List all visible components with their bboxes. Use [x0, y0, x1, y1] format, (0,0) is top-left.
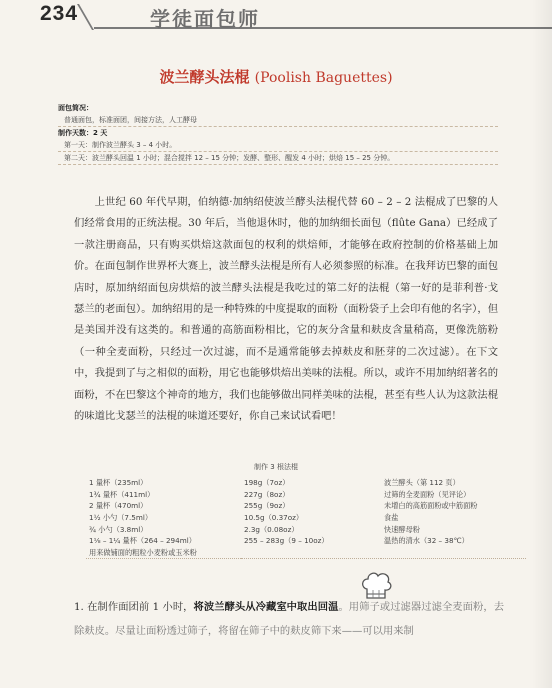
volume-cell: 1 量杯（235ml） — [86, 478, 241, 490]
weight-cell: 2.3g（0.08oz） — [241, 524, 381, 536]
table-row — [86, 524, 526, 536]
day1-text: 第一天：制作波兰酵头 3 – 4 小时。 — [58, 139, 498, 152]
weight-cell — [241, 547, 381, 559]
step-1-rest: 。用筛子或过滤器过滤全麦面粉，去除麸皮。尽量让面粉透过筛子，将留在筛子中的麸皮筛下来——可以用来制 — [74, 601, 504, 637]
ingredient-cell — [381, 547, 526, 559]
day2-text: 第二天：波兰酵头回温 1 小时；混合搅拌 12 – 15 分钟；发酵、整形、醒发 4 小时；烘焙 15 – 25 分钟。 — [58, 152, 498, 165]
volume-cell: 用来做铺面的粗粒小麦粉或玉米粉 — [86, 547, 241, 559]
volume-cell: 1½ 小勺（7.5ml） — [86, 512, 241, 524]
page-number: 234 — [40, 2, 79, 25]
overview-heading: 面包简况： — [58, 104, 93, 112]
page-header — [0, 0, 552, 30]
page-edge-shadow — [532, 0, 552, 688]
intro-paragraph: 上世纪 60 年代早期，伯纳德·加纳绍使波兰酵头法棍代替 60 – 2 – 2 法棍成了巴黎的人们经常食用的正统法棍。30 年后，当他退休时，他的加纳细长面包（flûte Gana）已经成了一款注册商品，只有购买烘焙这款面包的权利的烘焙师，才能够在政府控制的价格基础上加价。在面包制作世界杯大赛上，波兰酵头法棍是所有人必须参照的标准。在我拜访巴黎的面包店时，原加纳绍面包房烘焙的波兰酵头法棍是我吃过的第二好的法棍（第一好的是菲利普·戈瑟兰的老面包）。加纳绍用的是一种特殊的中度提取的面粉（面粉袋子上会印有他的名字），但是美国并没有这类的。和普通的高筋面粉相比，它的灰分含量和麸皮含量稍高，更像洗筋粉（一种全麦面粉，只经过一次过滤，而不是通常能够去掉麸皮和胚芽的二次过滤）。在下文中，我提到了与之相似的面粉，用它也能够烘焙出美味的法棍。所以，或许不用加纳绍著名的面粉，不在巴黎这个神奇的地方，我们也能够做出同样美味的法棍，甚至有些人认为这款法棍的味道比戈瑟兰的法棍的味道还要好，你自己来试试看吧！ — [74, 196, 498, 423]
weight-cell: 198g（7oz） — [241, 478, 381, 490]
volume-cell: 2 量杯（470ml） — [86, 501, 241, 513]
weight-cell: 10.5g（0.37oz） — [241, 512, 381, 524]
ingredients-title: 制作 3 根法棍 — [254, 463, 298, 471]
overview-text: 普通面包，标准面团，间接方法，人工酵母 — [58, 114, 498, 127]
volume-cell: 1¾ 量杯（411ml） — [86, 489, 241, 501]
recipe-title-cn: 波兰酵头法棍 — [159, 68, 255, 86]
table-row — [86, 489, 526, 501]
weight-cell: 255g（9oz） — [241, 501, 381, 513]
ingredient-cell: 温热的清水（32 – 38℃） — [381, 535, 526, 547]
ingredients-table — [86, 477, 526, 559]
ingredient-cell: 食盐 — [381, 512, 526, 524]
table-row — [86, 501, 526, 513]
weight-cell: 227g（8oz） — [241, 489, 381, 501]
table-row — [86, 512, 526, 524]
recipe-title — [0, 66, 552, 87]
ingredient-cell: 波兰酵头（第 112 页） — [381, 478, 526, 490]
table-row — [86, 547, 526, 559]
volume-cell: ¾ 小勺（3.8ml） — [86, 524, 241, 536]
volume-cell: 1⅛ – 1¼ 量杯（264 – 294ml） — [86, 535, 241, 547]
weight-cell: 255 – 283g（9 – 10oz） — [241, 535, 381, 547]
ingredient-cell: 未增白的高筋面粉或中筋面粉 — [381, 501, 526, 513]
ingredient-cell: 快速酵母粉 — [381, 524, 526, 536]
recipe-title-latin: (Poolish Baguettes) — [254, 70, 393, 86]
table-row — [86, 478, 526, 490]
recipe-info-box — [58, 102, 498, 165]
step-1-bold: 将波兰酵头从冷藏室中取出回温 — [193, 601, 339, 613]
days-heading: 制作天数：2 天 — [58, 129, 108, 137]
step-1 — [74, 595, 504, 643]
ingredient-cell: 过筛的全麦面粉（见评论） — [381, 489, 526, 501]
step-1-lead: 1. 在制作面团前 1 小时， — [74, 601, 194, 613]
table-row — [86, 535, 526, 547]
book-title: 学徒面包师 — [150, 7, 260, 31]
